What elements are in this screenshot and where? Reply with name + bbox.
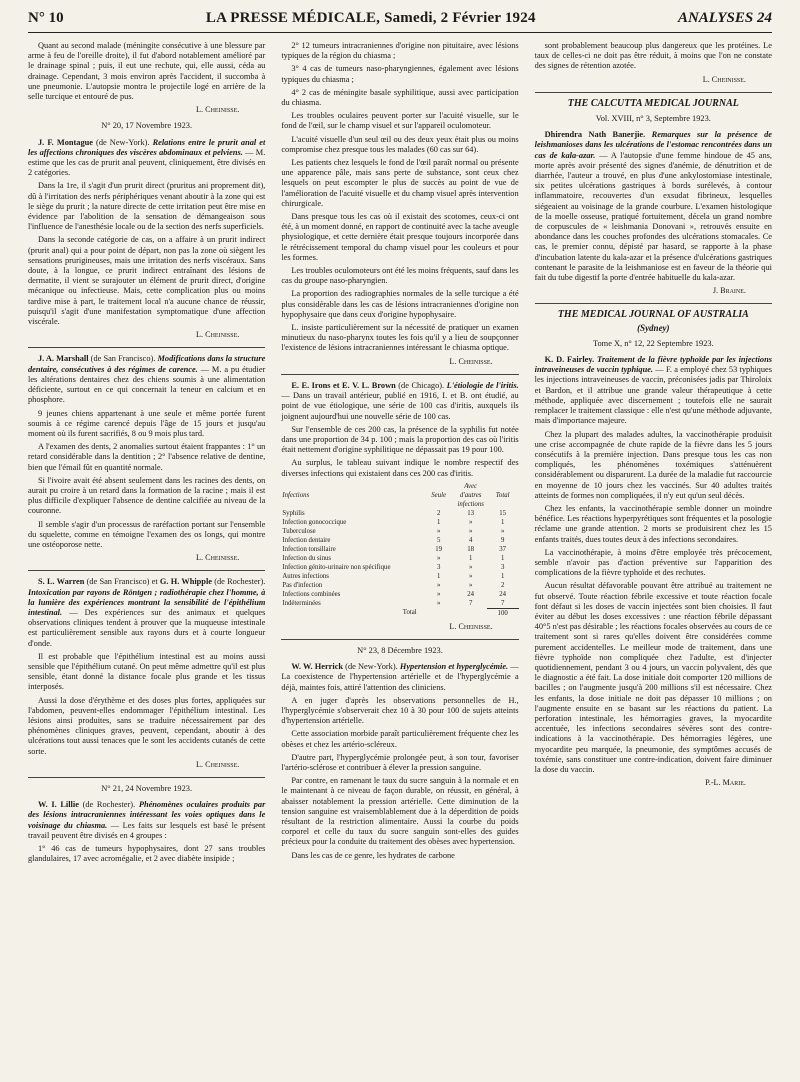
infection-name: Pas d'infection [282, 581, 323, 589]
infection-name: Infections combinées [282, 590, 341, 598]
author-place: (de San Francisco) et [84, 577, 160, 587]
article-title: Relations entre le prurit anal et les affections chroniques des viscères abdominaux et pelviens. [28, 137, 266, 157]
count-combined: 1 [468, 554, 473, 562]
count-alone: 1 [436, 572, 441, 580]
article-title: Remarques sur la présence de leishmanioses dans les ulcérations de l'estomac rencontrées dans un cas de kala-azar. [534, 130, 772, 160]
infection-name: Infection génito-urinaire non spécifique [282, 563, 391, 571]
count-alone: » [436, 590, 441, 598]
author: E. E. Irons et E. V. L. Brown [291, 380, 396, 390]
divider [281, 639, 518, 640]
author-place: (de Chicago). [395, 380, 447, 390]
table-row [281, 536, 518, 545]
abstract-entry [28, 354, 265, 405]
abstract-text: — La coexistence de l'hypertension artérielle et de l'hyperglycémie a déjà, maintes fois, attiré l'attention des cliniciens. [281, 662, 519, 692]
signature: L. Cheinisse. [196, 759, 240, 769]
paragraph: Les patients chez lesquels le fond de l'œil paraît normal ou présente une apparence pâle, mais sans perte de substance, sont ceux chez lesquels on peut escompter le plus de succès au point de vue de l'amélioration de l'acuité visuelle et du champ visuel après intervention chirurgicale. [281, 158, 519, 208]
count-combined: 18 [467, 545, 475, 553]
divider [535, 92, 772, 93]
table-row [281, 509, 518, 518]
paragraph: Chez les enfants, la vaccinothérapie semble donner un moindre bénéfice. Les réactions hyperpyrétiques sont fréquentes et la posologie réclame une grande attention. 2 morts se produisirent chez les 15 enfants traités, dues toutes deux à des infections secondaires. [534, 503, 772, 544]
abstract-text: — M. a pu étudier les altérations dentaires chez des chiens soumis à une alimentation déficiente, surtout en ce qui concernait la teneur en calcium et en phosphore. [28, 364, 266, 405]
author-place: (de Rochester). [211, 577, 266, 587]
signature: L. Cheinisse. [449, 621, 493, 631]
paragraph: 9 jeunes chiens appartenant à une seule et même portée furent soumis à ce régime carencé depuis l'âge de 15 jours et jusqu'au moment où ils furent sacrifiés, 8 ou 9 mois plus tard. [28, 408, 266, 438]
signature: L. Cheinisse. [449, 356, 493, 366]
abstract-entry [281, 381, 518, 422]
table-row [281, 581, 518, 590]
columns [28, 41, 772, 867]
infection-name: Autres infections [282, 572, 329, 580]
paragraph: Dans les cas de ce genre, les hydrates de carbone [291, 850, 455, 860]
table-row [281, 545, 518, 554]
column-header: Seule [431, 491, 447, 499]
column-header: Total [495, 491, 510, 499]
table-total-row [281, 608, 518, 618]
paragraph: Il est probable que l'épithélium intestinal est au moins aussi sensible que l'épithélium cutané. On peut même admettre qu'il est plus sensible, étant donné la distance focale plus grande et les tissus interposés. [28, 651, 266, 692]
author: S. L. Warren [38, 577, 85, 587]
author-place: (de Rochester). [78, 800, 139, 810]
count-combined: » [468, 527, 473, 535]
paragraph: 2° 12 tumeurs intracraniennes d'origine non pituitaire, avec lésions typiques de la région du chiasma ; [281, 41, 519, 61]
table-row [281, 527, 518, 536]
author: J. A. Marshall [38, 354, 89, 364]
total-value: 100 [487, 608, 519, 618]
paragraph: Quant au second malade (méningite consécutive à une blessure par arme à feu de l'oreille droite), il fut d'abord notablement amélioré par le drainage spinal ; puis, il eut une rechute, qui, elle aussi, céda au drainage. Cependant, 3 mois environ après l'accident, il succomba à une pneumonie. L'autopsie montra le projectile logé en arrière de la selle turcique et entouré de pus. [28, 41, 266, 102]
count-alone: 1 [436, 518, 441, 526]
count-alone: 2 [436, 509, 441, 517]
count-total: 1 [500, 572, 505, 580]
count-combined: 4 [468, 536, 473, 544]
paragraph: Par contre, en ramenant le taux du sucre sanguin à la normale et en le maintenant à ce niveau de façon durable, on réussit, en général, à abaisser notablement la pression artérielle. Cette diminution de la tension sanguine est vraisemblablement due à la déperdition de poids résultant de la restriction alimentaire. Aussi la courbe du poids corporel et celle du taux du sucre sanguin sont-elles des guides précieux pour la conduite du traitement des obèses avec hypertension. [281, 776, 519, 847]
count-total: 3 [500, 563, 505, 571]
column-header: Infections [282, 491, 310, 499]
author-place: (de New-York). [92, 137, 153, 147]
signature: P.-L. Marie. [705, 778, 746, 788]
count-combined: 7 [468, 599, 473, 607]
table-row [281, 554, 518, 563]
paragraph: La vaccinothérapie, à moins d'être employée très précocement, semble n'avoir pas d'action préventive sur l'apparition des complications de la fièvre typhoïde et des rechutes. [534, 547, 772, 578]
journal-heading: THE MEDICAL JOURNAL OF AUSTRALIA [557, 309, 749, 321]
paragraph: Les troubles oculaires peuvent porter sur l'acuité visuelle, sur le fond de l'œil, sur le champ visuel et sur l'appareil oculomoteur. [281, 111, 519, 131]
paragraph: Au surplus, le tableau suivant indique le nombre respectif des diverses infections qui existaient dans ces 200 cas d'iritis. [281, 458, 519, 478]
author: W. W. Herrick [291, 662, 344, 672]
column-3 [535, 41, 772, 867]
article-title: Hypertension et hyperglycémie. [399, 662, 509, 672]
infection-name: Indéterminées [282, 599, 321, 607]
page-header [28, 10, 772, 33]
paragraph: 4° 2 cas de méningite basale syphilitique, aussi avec participation du chiasma. [281, 87, 519, 108]
table-row [281, 563, 518, 572]
count-alone: » [436, 554, 441, 562]
table-row [281, 599, 518, 609]
divider [28, 347, 265, 348]
abstract-text: — Dans un travail antérieur, publié en 1916, I. et B. ont étudié, au point de vue étiologique, une série de 100 cas d'iritis, auxquels ils joignent aujourd'hui une nouvelle série de 100 cas. [281, 391, 519, 421]
infection-name: Syphilis [282, 509, 305, 517]
author: G. H. Whipple [159, 577, 212, 587]
paragraph: Dans la 1re, il s'agit d'un prurit direct (pruritus ani proprement dit), dû à l'irritation des nerfs périphériques venant aboutir à la zone qui est le siège du prurit ; la nature directe de cette irritation peut être mise en évidence par l'abolition de la sensation de démangeaison sous l'influence de l'anesthésie locale ou de la section des nerfs superficiels. [28, 181, 266, 232]
paragraph: 1° 46 cas de tumeurs hypophysaires, dont 27 sans troubles glandulaires, 17 avec acromégalie, et 2 avec diabète insipide ; [28, 844, 266, 864]
article-title: Phénomènes oculaires produits par des lésions intracraniennes intéressant les voies optiques dans le voisinage du chiasma. [28, 800, 266, 830]
author: W. I. Lillie [38, 800, 79, 810]
count-total: 37 [499, 545, 507, 553]
column-2 [281, 41, 518, 867]
paragraph: Dans la seconde catégorie de cas, on a affaire à un prurit indirect (prurit anal) qui a pour point de départ, non pas la zone où siègent les sensations prurigineuses, mais une irritation des nerfs viscéraux. Sans doute, à la longue, ce prurit indirect entraînant des lésions de dermatite, il vient se surajouter un élément de prurit direct, d'origine mécanique ou infectieuse. Mais, cette complication plus ou moins tardive mise à part, le traitement local n'a aucune chance de réussir, puisqu'il s'agit d'une manifestation symptomatique d'une affection viscérale. [28, 235, 266, 327]
article-title: L'étiologie de l'iritis. [446, 380, 519, 390]
count-alone: » [436, 527, 441, 535]
abstract-text: — Les faits sur lesquels est basé le présent travail peuvent être divisés en 4 groupes : [28, 820, 266, 840]
signature: L. Cheinisse. [196, 553, 240, 563]
infection-name: Infection gonococcique [282, 518, 347, 526]
issue-heading: N° 20, 17 Novembre 1923. [101, 121, 193, 131]
author: K. D. Fairley. [544, 355, 595, 365]
paragraph: A en juger d'après les observations personnelles de H., l'hyperglycémie s'observerait chez 10 à 30 pour 100 de sujets atteints d'hypertension artérielle. [281, 695, 519, 726]
paragraph: L'acuité visuelle d'un seul œil ou des deux yeux était plus ou moins compromise chez presque tous les malades (60 cas sur 64). [281, 134, 519, 154]
count-alone: 19 [435, 545, 443, 553]
paragraph: L. insiste particulièrement sur la nécessité de pratiquer un examen minutieux du naso-pharynx toutes les fois qu'il y a lieu de soupçonner l'existence de lésions intracraniennes intéressant le chiasma optique. [281, 323, 519, 353]
abstract-entry [28, 577, 265, 648]
divider [28, 777, 265, 778]
table-row [281, 572, 518, 581]
infection-name: Infection dentaire [282, 536, 331, 544]
divider [28, 570, 265, 571]
abstract-entry [281, 662, 518, 693]
journal-subheading: (Sydney) [637, 322, 670, 333]
paragraph: D'autre part, l'hyperglycémie prolongée peut, à son tour, favoriser l'artério-sclérose et contribuer à élever la pression sanguine. [281, 752, 519, 772]
count-total: 7 [500, 599, 505, 607]
column-1 [28, 41, 265, 867]
count-combined: » [468, 518, 473, 526]
count-total: » [500, 527, 505, 535]
abstract-entry [28, 800, 265, 841]
signature: J. Braine. [712, 286, 746, 296]
journal-heading: THE CALCUTTA MEDICAL JOURNAL [567, 97, 739, 109]
issue-heading: Tome X, n° 12, 22 Septembre 1923. [592, 338, 714, 348]
paragraph: Chez la plupart des malades adultes, la vaccinothérapie produisit une crise accompagnée de chute rapide de la fièvre dans les 5 jours consécutifs à la première injection. Dans presque tous les cas non compliqués, les phénomènes toxémiques s'atténuèrent considérablement ou disparurent. La durée de la maladie fut raccourcie en moyenne de 10 jours chez les vaccinés. Sur 40 adultes traités atteints de formes non compliquées, il n'y eut qu'un seul décès. [534, 429, 772, 500]
count-total: 2 [500, 581, 505, 589]
count-total: 1 [500, 518, 505, 526]
count-alone: » [436, 581, 441, 589]
abstract-entry [535, 130, 772, 283]
abstract-entry [535, 355, 772, 426]
count-total: 24 [499, 590, 507, 598]
paragraph: Aussi la dose d'érythème et des doses plus fortes, appliquées sur l'abdomen, peuvent-elles endommager l'épithélium intestinal. Les lésions ainsi produites, sans se traduire nécessairement par des phénomènes cliniques graves, peuvent, cependant, aboutir à des ulcérations tout aussi tenaces que le sont les accidents cutanés de cette sorte. [28, 695, 266, 756]
paragraph: A l'examen des dents, 2 anomalies surtout étaient frappantes : 1° un retard considérable dans la dentition ; 2° l'absence relative de dentine, bien que l'émail fût en quantité normale. [28, 442, 266, 472]
paragraph: La proportion des radiographies normales de la selle turcique a été plus considérable dans les cas de lésions intracraniennes d'origine non hypophysaire que dans ceux d'origine hypophysaire. [281, 289, 519, 319]
author: J. F. Montague [38, 137, 93, 147]
issue-heading: N° 23, 8 Décembre 1923. [357, 645, 443, 655]
paragraph: Si l'ivoire avait été absent seulement dans les racines des dents, on aurait pu croire à un retard dans la formation de la racine ; mais il est plus difficile d'expliquer l'absence de dentine calcifiée au niveau de la couronne. [28, 475, 266, 516]
article-title: Intoxication par rayons de Röntgen ; radiothérapie chez l'homme, à la lumière des expériences montrant la sensibilité de l'épithélium intestinal. [28, 587, 266, 617]
infection-name: Tuberculose [282, 527, 316, 535]
table-row [281, 518, 518, 527]
count-alone: » [436, 599, 441, 607]
paragraph: Sur l'ensemble de ces 200 cas, la présence de la syphilis fut notée dans une proportion de 34 p. 100 ; mais la proportion des cas où l'iritis était nettement d'origine syphilitique ne dépassait pas 19 pour 100. [281, 424, 519, 455]
count-total: 15 [499, 509, 507, 517]
abstract-text: — A l'autopsie d'une femme hindoue de 45 ans, morte après avoir présenté des signes d'anémie, de dénutrition et de diarrhée, l'auteur a trouvé, en plus d'une ankylostomiase intestinale, six petites ulcérations gastriques à bords surélevés, à contour inflammatoire, recouvertes d'un exsudat fibrineux, lesquelles siégeaient au voisinage de la grande courbure. L'examen histologique de la moelle osseuse, pratiqué fortuitement, décela un grand nombre de corpuscules de « leishmania Donovani », retrouvés ensuite en abondance dans les couches profondes des ulcérations stomacales. Ce cas, le premier connu, dépisté par hasard, se rapporte à la phase d'incubation latente du kala-azar et la présence d'ulcérations gastriques contenant le parasite de la leishmaniose est en faveur de la théorie qui fait du tube digestif la porte d'entrée habituelle du kala-azar. [534, 150, 772, 283]
infection-name: Infection du sinus [282, 554, 332, 562]
paragraph: Dans presque tous les cas où il existait des scotomes, ceux-ci ont été, à un moment donné, en rapport de continuité avec la tache aveugle physiologique, et cette dernière était presque toujours incorporée dans le rétrécissement temporal du champ visuel pour les couleurs et pour les formes. [281, 212, 519, 262]
author-place: (de San Francisco). [88, 354, 158, 364]
paragraph: Il semble s'agir d'un processus de raréfaction portant sur l'ensemble du squelette, comme en témoigne l'examen des os longs, qui montre une ostéoporose nette. [28, 519, 266, 549]
divider [281, 374, 518, 375]
publication-title: LA PRESSE MÉDICALE, Samedi, 2 Février 1924 [205, 10, 536, 26]
abstract-text: — M. estime que les cas de prurit anal peuvent, cliniquement, être divisés en 2 catégories. [28, 147, 266, 178]
paragraph: Cette association morbide paraît particulièrement fréquente chez les obèses et chez les artério-scléreux. [281, 729, 519, 749]
count-combined: 13 [467, 509, 475, 517]
table-body [281, 509, 518, 609]
divider [535, 303, 772, 304]
paragraph: sont probablement beaucoup plus dangereux que les protéines. Le taux de celles-ci ne doit pas être réduit, à moins que l'on ne constate des signes de rétention azotée. [534, 41, 772, 71]
paragraph: Les troubles oculomoteurs ont été les moins fréquents, sauf dans les cas du groupe naso-pharyngien. [281, 266, 519, 286]
count-combined: » [468, 563, 473, 571]
count-combined: » [468, 572, 473, 580]
count-combined: 24 [467, 590, 475, 598]
count-total: 1 [500, 554, 505, 562]
abstract-entry [28, 138, 265, 179]
total-label: Total [402, 609, 417, 617]
signature: L. Cheinisse. [196, 105, 240, 115]
column-header: Avec d'autres infections [457, 482, 484, 508]
author-place: (de New-York). [343, 662, 400, 672]
signature: L. Cheinisse. [196, 330, 240, 340]
section-rubric: ANALYSES 24 [677, 10, 772, 26]
table-row [281, 590, 518, 599]
article-title: Traitement de la fièvre typhoïde par les injections intraveineuses de vaccin typhique. [534, 355, 772, 375]
issue-heading: N° 21, 24 Novembre 1923. [101, 784, 193, 793]
signature: L. Cheinisse. [702, 74, 746, 84]
count-total: 9 [500, 536, 505, 544]
infections-table [281, 482, 518, 618]
paragraph: Aucun résultat défavorable pouvant être attribué au traitement ne fut observé. Toute réaction fébrile excessive et toute réaction focale font défaut si les doses de vaccin injectées sont bien choisies. Il faut éviter au début les doses excessives : une réaction fébrile dépassant 40°5 n'est pas désirable ; les réactions focales observées au cours de ce traitement sont si rares qu'elles doivent être considérées comme purement accidentelles. Le meilleur mode de traitement, dans une fièvre typhoïde non compliquée chez l'adulte, est d'injecter quotidiennement, pendant 3 ou 4 jours, un vaccin polyvalent, dès que le diagnostic a été fait. La dose initiale doit comporter 120 millions de bacilles ; on l'augmente jusqu'à 200 millions s'il est nécessaire. Chez les enfants, la dose initiale ne doit pas dépasser 10 millions ; on l'augmente ensuite en se basant sur les réactions du patient. La perforation intestinale, les hémorragies graves, la myocardite accentuée, les infections secondaires sévères sont des contre-indications à la vaccinothérapie. Des hémorragies légères, une myocardite peu marquée, la pneumonie, des symptômes accusés de toxémie, sans constituer une contre-indication, doivent faire diminuer la dose du vaccin. [534, 581, 772, 774]
article-title: Modifications dans la structure dentaire, consécutives à des régimes de carence. [28, 354, 266, 374]
count-combined: » [468, 581, 473, 589]
paragraph: 3° 4 cas de tumeurs naso-pharyngiennes, également avec lésions typiques du chiasma ; [281, 64, 519, 84]
issue-heading: Vol. XVIII, n° 3, Septembre 1923. [595, 114, 711, 124]
count-alone: 5 [436, 536, 441, 544]
abstract-text: — F. a employé chez 53 typhiques les injections intraveineuses de vaccin, préconisées jadis par Thiroloix et Bardon, et il attribue une grande valeur thérapeutique à cette méthode, appliquée avec discernement ; toutefois elle ne saurait remplacer le traitement classique : elle n'est qu'une méthode adjuvante, mais d'importance majeure. [534, 365, 772, 426]
infection-name: Infection tonsillaire [282, 545, 336, 553]
abstract-text: — Des expériences sur des animaux et quelques observations cliniques tendent à prouver que la muqueuse intestinale est particulièrement sensible aux rayons durs et à courte longueur d'onde. [28, 607, 266, 648]
page-number: N° 10 [28, 10, 64, 26]
author: Dhirendra Nath Banerjie. [544, 130, 646, 140]
table-header-row [281, 482, 518, 509]
count-alone: 3 [436, 563, 441, 571]
